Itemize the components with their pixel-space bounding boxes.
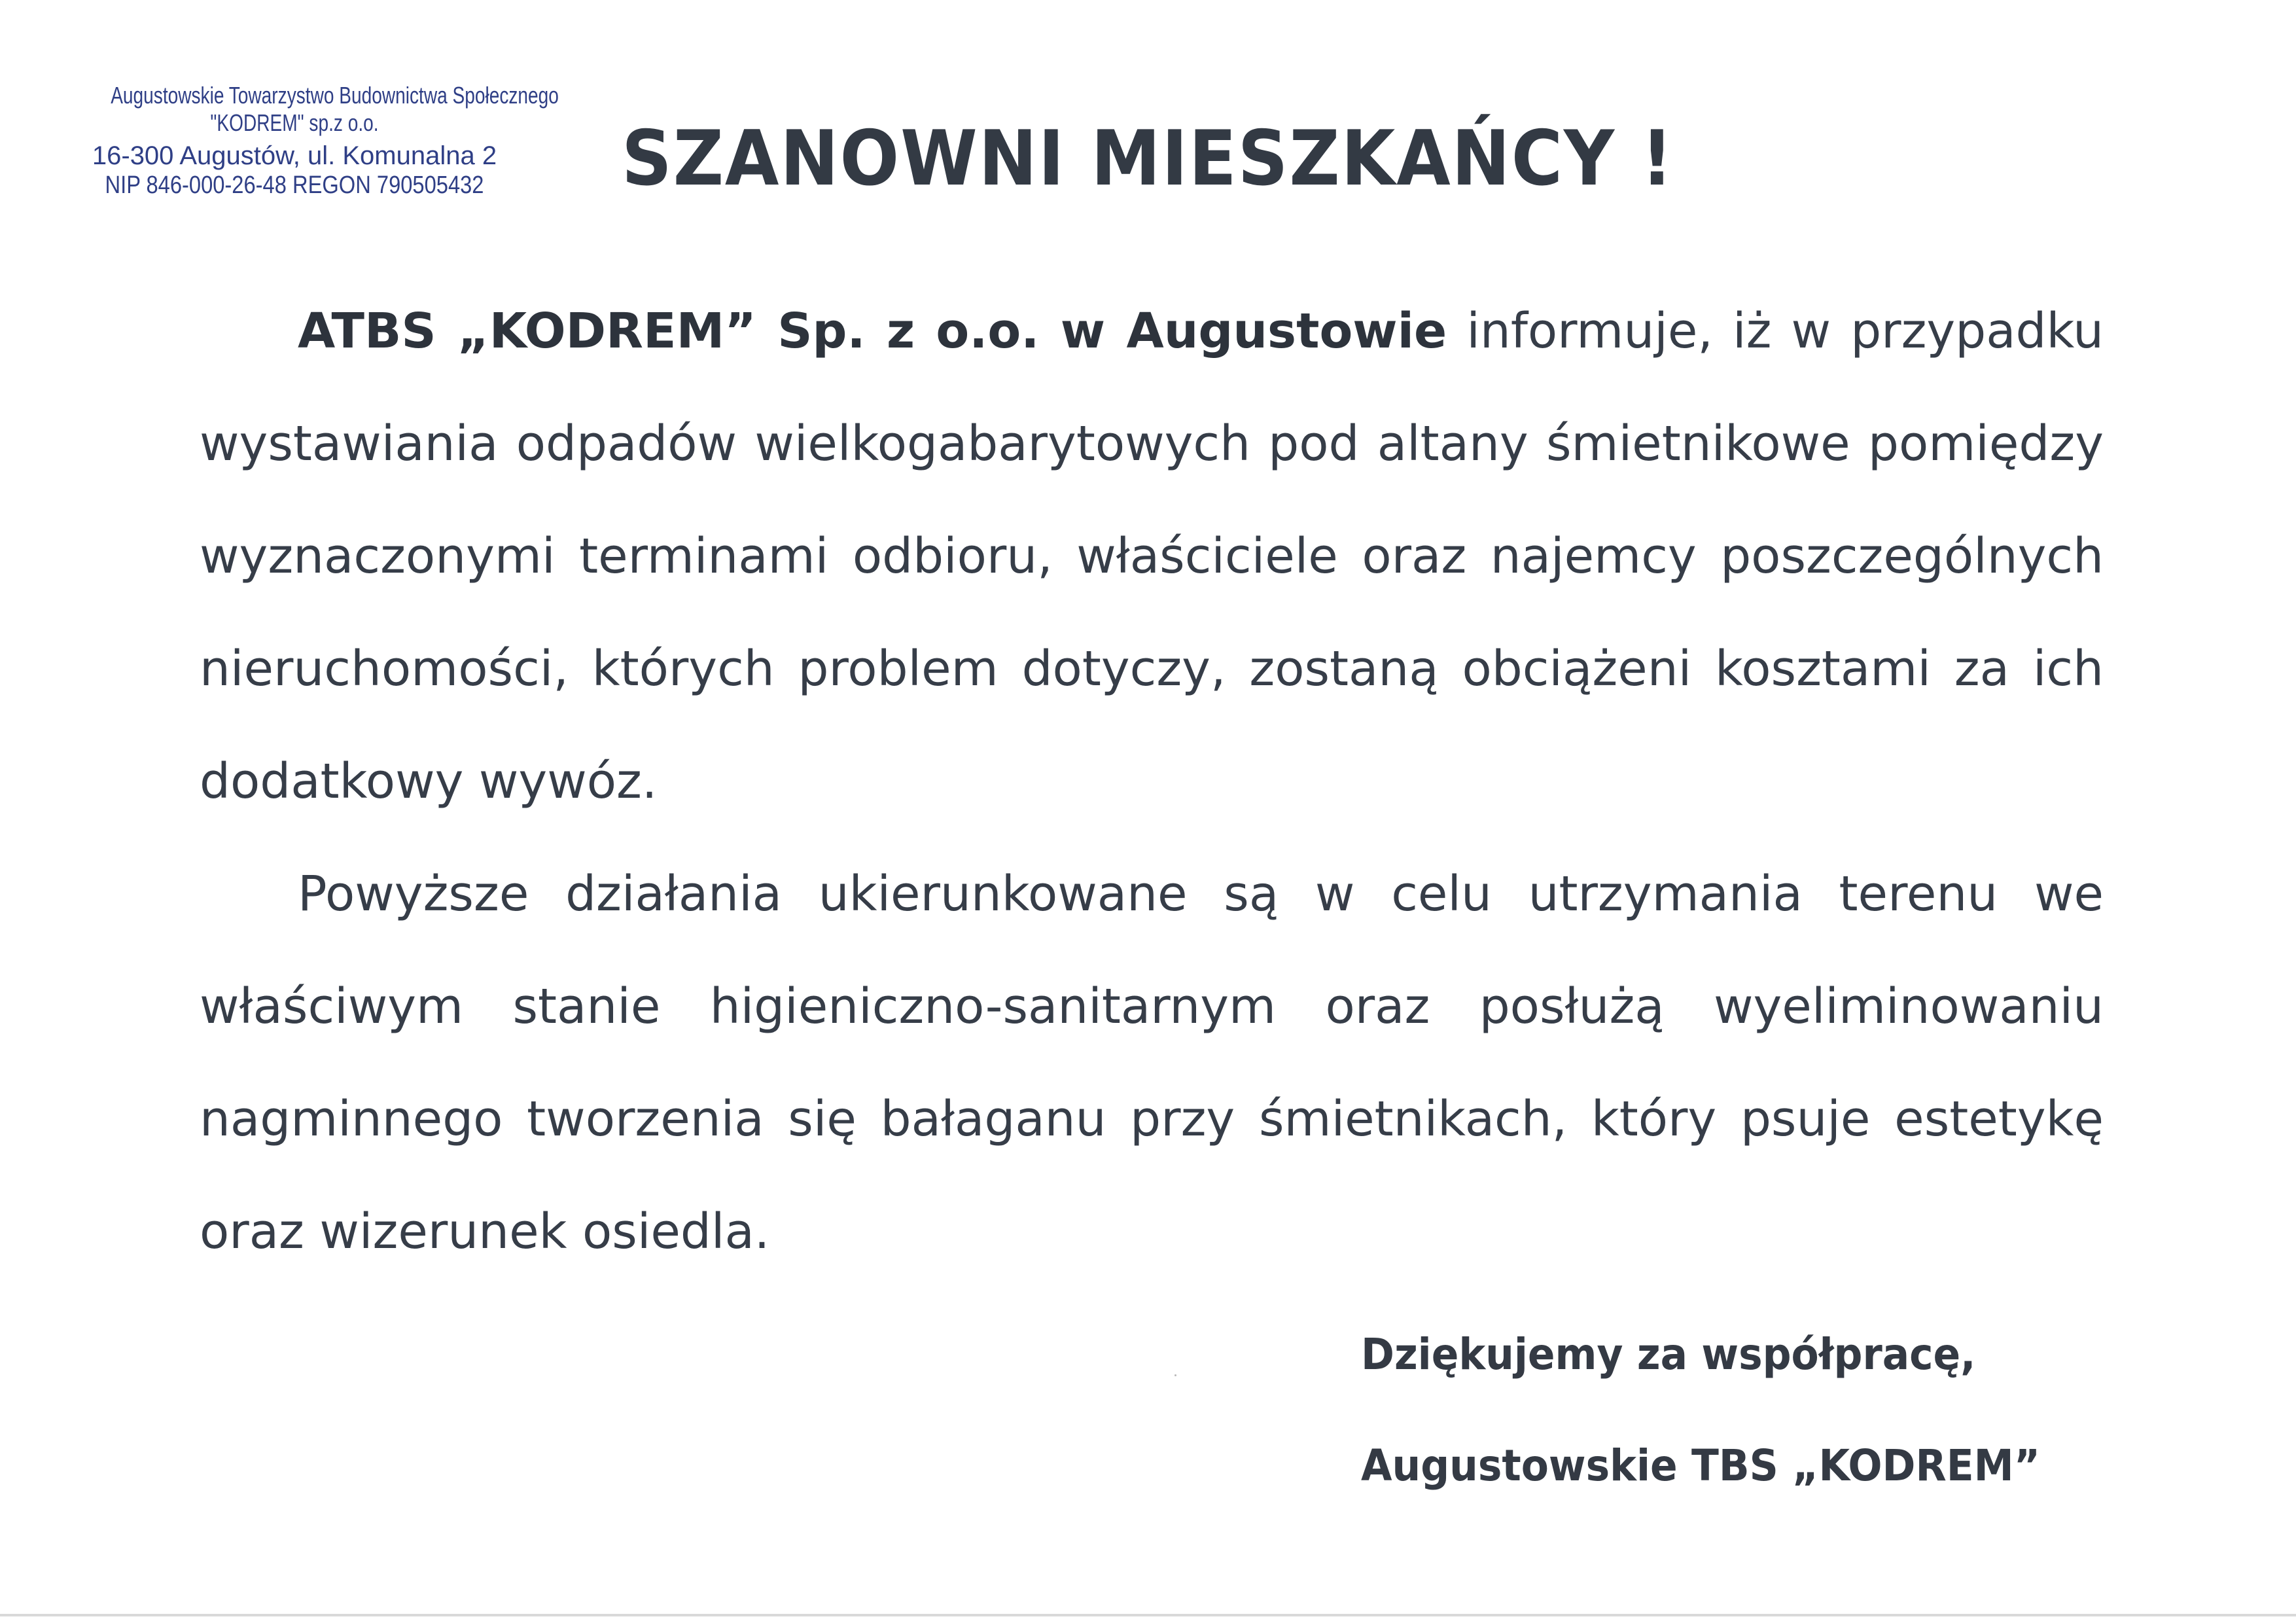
- scan-bottom-edge: [0, 1614, 2296, 1616]
- stamp-company-short-name: "KODREM" sp.z o.o.: [210, 109, 379, 136]
- scan-speck: [1174, 1374, 1176, 1376]
- notice-paragraph-1-text: informuje, iż w przypadku wystawiania odpadów wielkogabarytowych pod altany śmietnikowe pomiędzy wyznaczonymi terminami odbioru, właściciele oraz najemcy poszczególnych nieruchomości, których problem dotyczy, zostaną obciążeni kosztami za ich dodatkowy wywóz.: [200, 303, 2104, 810]
- company-lead-bold: ATBS „KODREM” Sp. z o.o. w Augustowie: [298, 303, 1447, 359]
- notice-paragraph-2: Powyższe działania ukierunkowane są w celu utrzymania terenu we właściwym stanie higieniczno-sanitarnym oraz posłużą wyeliminowaniu nagminnego tworzenia się bałaganu przy śmietnikach, który psuje estetykę oraz wizerunek osiedla.: [200, 866, 2104, 1260]
- notice-body: [200, 275, 2104, 1288]
- company-stamp: [59, 82, 559, 200]
- page-title: SZANOWNI MIESZKAŃCY !: [622, 115, 1674, 203]
- stamp-address: 16-300 Augustów, ul. Komunalna 2: [92, 141, 497, 170]
- signature-block: [1361, 1299, 2091, 1522]
- signature-thanks: Dziękujemy za współpracę,: [1361, 1329, 1976, 1380]
- signature-organization: Augustowskie TBS „KODREM”: [1361, 1440, 2041, 1491]
- stamp-tax-ids: NIP 846-000-26-48 REGON 790505432: [105, 171, 484, 199]
- stamp-company-name: Augustowskie Towarzystwo Budownictwa Społecznego: [111, 82, 559, 109]
- notice-paragraph-1: [200, 275, 2104, 838]
